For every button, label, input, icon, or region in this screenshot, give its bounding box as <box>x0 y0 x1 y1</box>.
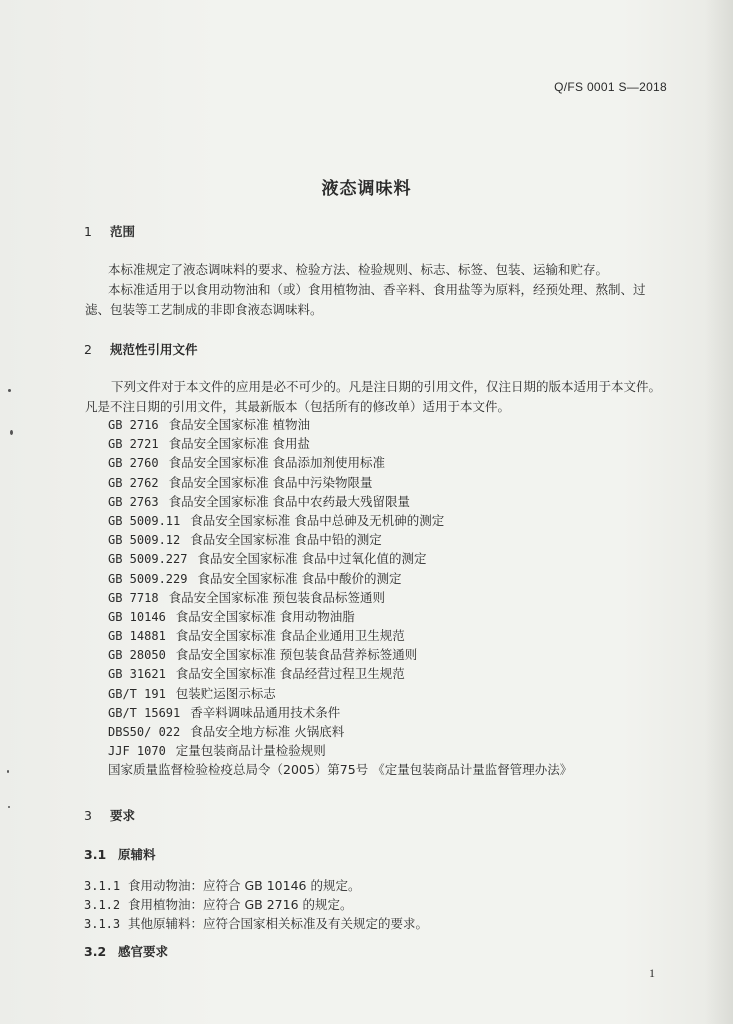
clause-3-1-3 <box>84 914 428 932</box>
reference-code: GB 14881 <box>108 629 166 644</box>
reference-item <box>108 530 572 549</box>
reference-list <box>108 415 572 780</box>
reference-item <box>108 607 572 626</box>
scan-mark <box>8 806 10 808</box>
reference-item <box>108 703 572 722</box>
scope-paragraph-2-line-1: 本标准适用于以食用动物油和（或）食用植物油、香辛料、食用盐等为原料，经预处理、熬制、过 <box>108 282 646 297</box>
section-2-heading <box>84 340 198 358</box>
reference-code: GB/T 15691 <box>108 705 181 720</box>
reference-code: GB 5009.12 <box>108 533 181 548</box>
reference-code: GB 10146 <box>108 609 166 624</box>
reference-code: DBS50/ 022 <box>108 725 181 739</box>
reference-title: 食品安全国家标准 预包装食品标签通则 <box>168 589 386 605</box>
reference-title: 食品安全国家标准 食品企业通用卫生规范 <box>175 628 405 644</box>
section-1-heading <box>84 222 135 240</box>
page-number: 1 <box>649 966 655 980</box>
reference-item <box>108 626 572 645</box>
section-2-title: 规范性引用文件 <box>110 342 198 357</box>
section-1-number: 1 <box>84 224 92 239</box>
section-3-number: 3 <box>84 808 92 823</box>
clause-text: 食用植物油：应符合 GB 2716 的规定。 <box>128 897 353 912</box>
reference-title: 包装贮运图示标志 <box>175 685 276 701</box>
reference-code: GB 2760 <box>108 456 159 471</box>
reference-code: GB 5009.227 <box>108 552 188 567</box>
clause-text: 食用动物油：应符合 GB 10146 的规定。 <box>128 878 361 893</box>
reference-item <box>108 415 572 434</box>
reference-title: 国家质量监督检验检疫总局令（2005）第75号 《定量包装商品计量监督管理办法》 <box>108 762 573 778</box>
subsection-3-2-title: 感官要求 <box>118 944 169 959</box>
reference-code: GB 5009.11 <box>108 513 181 528</box>
reference-item <box>108 473 572 492</box>
reference-title: 定量包装商品计量检验规则 <box>175 743 326 759</box>
reference-code: GB 2763 <box>108 494 159 509</box>
reference-title: 食品安全国家标准 植物油 <box>168 417 311 432</box>
reference-title: 食品安全国家标准 食品中总砷及无机砷的测定 <box>190 512 445 528</box>
scan-mark <box>10 430 13 435</box>
clause-3-1-2 <box>84 895 353 913</box>
reference-code: GB 28050 <box>108 648 166 663</box>
reference-code: GB 2762 <box>108 475 159 490</box>
document-title: 液态调味料 <box>321 179 412 199</box>
reference-code: GB 2716 <box>108 418 159 432</box>
subsection-3-2-heading <box>84 942 168 960</box>
reference-code: JJF 1070 <box>108 744 166 759</box>
reference-title: 食品安全地方标准 火锅底料 <box>190 724 345 739</box>
clause-3-1-1 <box>84 876 360 894</box>
reference-title: 食品安全国家标准 食品添加剂使用标准 <box>168 455 386 471</box>
clause-number: 3.1.1 <box>84 879 121 893</box>
section-3-title: 要求 <box>110 808 136 823</box>
subsection-3-1-title: 原辅料 <box>118 847 156 862</box>
scope-paragraph-1: 本标准规定了液态调味料的要求、检验方法、检验规则、标志、标签、包装、运输和贮存。 <box>108 262 609 277</box>
clause-number: 3.1.2 <box>84 898 121 912</box>
reference-item <box>108 588 572 607</box>
section-1-title: 范围 <box>110 224 136 239</box>
reference-item <box>108 492 572 511</box>
reference-title: 食品安全国家标准 食用盐 <box>168 436 311 452</box>
reference-title: 食品安全国家标准 预包装食品营养标签通则 <box>175 647 418 663</box>
scan-mark <box>7 770 9 773</box>
subsection-3-1-number: 3.1 <box>84 847 107 862</box>
reference-code: GB 2721 <box>108 437 159 452</box>
reference-title: 食品安全国家标准 食品中农药最大残留限量 <box>168 493 411 509</box>
reference-item <box>108 722 572 741</box>
reference-item <box>108 760 572 779</box>
reference-item <box>108 511 572 530</box>
references-intro-line-1: 下列文件对于本文件的应用是必不可少的。凡是注日期的引用文件，仅注日期的版本适用于本文件。 <box>111 379 662 394</box>
clause-number: 3.1.3 <box>84 917 121 931</box>
reference-item <box>108 434 572 453</box>
reference-title: 香辛料调味品通用技术条件 <box>190 704 341 720</box>
reference-item <box>108 664 572 683</box>
clause-text: 其他原辅料：应符合国家相关标准及有关规定的要求。 <box>128 916 429 931</box>
reference-code: GB 31621 <box>108 667 166 682</box>
section-3-heading <box>84 806 135 824</box>
reference-title: 食品安全国家标准 食品中过氧化值的测定 <box>197 551 427 567</box>
reference-title: 食品安全国家标准 食品中酸价的测定 <box>197 570 402 586</box>
reference-item <box>108 453 572 472</box>
reference-code: GB 7718 <box>108 590 159 605</box>
reference-title: 食品安全国家标准 食品经营过程卫生规范 <box>175 666 405 682</box>
reference-item <box>108 741 572 760</box>
scope-paragraph-2-line-2: 滤、包装等工艺制成的非即食液态调味料。 <box>85 302 323 317</box>
references-intro-line-2: 凡是不注日期的引用文件，其最新版本（包括所有的修改单）适用于本文件。 <box>85 399 511 414</box>
reference-item <box>108 569 572 588</box>
subsection-3-1-heading <box>84 845 156 863</box>
doc-number: Q/FS 0001 S—2018 <box>554 80 667 94</box>
reference-code: GB/T 191 <box>108 686 166 701</box>
section-2-number: 2 <box>84 342 92 357</box>
page-edge-shadow <box>705 0 733 1024</box>
subsection-3-2-number: 3.2 <box>84 944 107 959</box>
reference-title: 食品安全国家标准 食品中污染物限量 <box>168 474 373 490</box>
reference-code: GB 5009.229 <box>108 571 188 586</box>
reference-item <box>108 549 572 568</box>
scan-mark <box>8 389 11 392</box>
reference-title: 食品安全国家标准 食用动物油脂 <box>175 608 355 624</box>
reference-item <box>108 684 572 703</box>
reference-title: 食品安全国家标准 食品中铅的测定 <box>190 532 382 548</box>
reference-item <box>108 645 572 664</box>
